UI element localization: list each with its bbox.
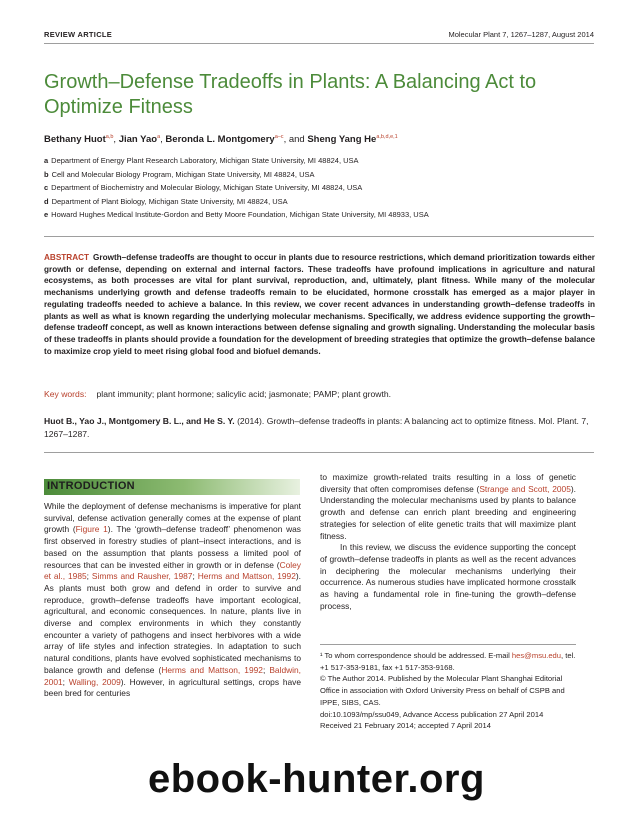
introduction-paragraph-2 — [320, 472, 576, 542]
divider-bottom — [44, 452, 594, 453]
correspondence-text: ¹ To whom correspondence should be addressed. E-mail — [320, 651, 512, 660]
affiliation-text: Department of Plant Biology, Michigan State University, MI 48824, USA — [51, 196, 288, 206]
body-text: ; — [62, 676, 69, 687]
citation-link[interactable]: Simms and Rausher, 1987 — [91, 571, 193, 582]
affiliation-item — [44, 154, 429, 168]
citation-link[interactable]: Baldwin, 2001 — [44, 664, 301, 687]
article-title: Growth–Defense Tradeoffs in Plants: A Balancing Act to Optimize Fitness — [44, 71, 537, 118]
section-heading-introduction — [44, 479, 300, 495]
affiliation-item — [44, 208, 429, 222]
body-text: ). However, in agricultural settings, crops have been bred for centuries — [44, 676, 301, 699]
running-header — [44, 28, 594, 44]
abstract-label: ABSTRACT — [44, 253, 90, 262]
affiliation-list — [44, 154, 429, 222]
keywords — [44, 389, 391, 399]
affiliation-item — [44, 195, 429, 209]
citation-link[interactable]: Coley et al., 1985 — [44, 559, 301, 582]
journal-citation: Molecular Plant 7, 1267–1287, August 2014 — [448, 30, 594, 39]
section-heading-text: INTRODUCTION — [47, 480, 135, 492]
citation-link[interactable]: Herms and Mattson, 1992 — [197, 571, 296, 582]
author-affil-mark: a,b — [105, 134, 114, 140]
divider-top — [44, 236, 594, 237]
abstract — [44, 252, 595, 357]
author-affil-mark: a,b,d,e,1 — [376, 134, 398, 140]
citation-link[interactable]: Herms and Mattson, 1992 — [161, 664, 263, 675]
citation-link[interactable]: Walling, 2009 — [68, 676, 121, 687]
footnotes — [320, 650, 576, 732]
affiliation-text: Cell and Molecular Biology Program, Michigan State University, MI 48824, USA — [51, 169, 315, 179]
abstract-text: Growth–defense tradeoffs are thought to occur in plants due to resource restrictions, which demand prioritization towards either growth or defense, depending on external and internal factors. These tradeoffs have profound implications in agriculture and natural ecosystems, as both processes are vital for plant survival, reproduction, and, ultimately, plant fitness. While many of the molecular mechanisms underlying growth and defense tradeoffs remain to be elucidated, hormone crosstalk has emerged as a major player in regulating tradeoffs needed to achieve a balance. In this review, we cover recent advances in understanding growth–defense tradeoffs in plants as well as what is known regarding the underlying molecular mechanisms. Specifically, we address evidence supporting the growth–defense tradeoff concept, as well as known interactions between defense signaling and growth signaling. Understanding the molecular basis of these tradeoffs in plants should provide a foundation for the development of breeding strategies that optimize the growth–defense balance to maximize crop yield to meet rising global food and biofuel demands. — [44, 253, 595, 356]
citation-link[interactable]: Figure 1 — [75, 524, 108, 535]
correspondence-note — [320, 650, 576, 673]
body-text: ). The ‘growth–defense tradeoff’ phenomenon was first observed in forestry studies of plant–insect interactions, and is based on the assumption that plants possess a limited pool of resources that can be invested either in growth or in defense ( — [44, 524, 301, 570]
affiliation-text: Howard Hughes Medical Institute-Gordon and Betty Moore Foundation, Michigan State University, MI 48933, USA — [51, 210, 429, 219]
body-text: ). As plants must both grow and defend in order to survive and reproduce, growth–defense tradeoffs have important ecological, agricultural, and economic consequences. In nature, plants live in diverse and complex environments in which they constantly encounter a variety of pathogens and insect herbivores with a wide array of life styles and infection strategies. In adaptation to such natural conditions, plants have evolved sophisticated mechanisms to balance growth and defense ( — [44, 571, 301, 675]
author-separator: , — [160, 134, 166, 146]
introduction-right-column — [320, 472, 576, 612]
affiliation-item — [44, 168, 429, 182]
body-text: ). Understanding the molecular mechanisms used by plants to balance growth and defense can enrich plant breeding and engineering strategies for selection of elite genetic traits that will maximize plant fitness. — [320, 483, 576, 541]
citation-link[interactable]: Strange and Scott, 2005 — [479, 483, 571, 494]
copyright-note: © The Author 2014. Published by the Molecular Plant Shanghai Editorial Office in association with Oxford University Press on behalf of CSPB and IPPE, SIBS, CAS. — [320, 674, 565, 707]
affiliation-letter: a — [44, 156, 49, 165]
how-to-cite — [44, 415, 595, 440]
author-list — [44, 134, 398, 145]
body-text: to maximize growth-related traits resulting in a loss of genetic diversity that often compromises defense ( — [320, 472, 576, 494]
body-text: ; — [86, 571, 92, 582]
email-link[interactable]: hes@msu.edu — [511, 651, 561, 660]
author-name: Jian Yao — [118, 134, 158, 146]
affiliation-letter: c — [44, 183, 49, 192]
doi-note: doi:10.1093/mp/ssu049, Advance Access publication 27 April 2014 — [320, 709, 544, 719]
affiliation-item — [44, 181, 429, 195]
author-affil-mark: a — [157, 134, 161, 140]
affiliation-letter: d — [44, 196, 49, 206]
affiliation-text: Department of Energy Plant Research Laboratory, Michigan State University, MI 48824, USA — [51, 156, 359, 165]
citation-rest: (2014). Growth–defense tradeoffs in plants: A balancing act to optimize fitness. Mol. Plant. 7, 1267–1287. — [44, 416, 589, 439]
watermark-logo: ebook-hunter.org — [148, 757, 485, 801]
footnote-divider — [320, 644, 576, 645]
affiliation-letter: e — [44, 210, 49, 219]
keywords-text: plant immunity; plant hormone; salicylic acid; jasmonate; PAMP; plant growth. — [96, 389, 392, 399]
author-affil-mark: a–c — [274, 134, 284, 140]
author-name: Bethany Huot — [44, 134, 106, 146]
citation-authors: Huot B., Yao J., Montgomery B. L., and He S. Y. — [44, 416, 235, 426]
body-text: While the deployment of defense mechanisms is imperative for plant survival, defense activation generally comes at the expense of plant growth ( — [44, 501, 301, 535]
introduction-paragraph-3: In this review, we discuss the evidence supporting the concept of growth–defense tradeoffs in plants as well as the recent advances in deciphering the molecular mechanisms underlying their occurrence. As numerous studies have implicated hormone crosstalk as having a fundamental role in fine-tuning the growth–defense process, — [320, 542, 576, 611]
keywords-label: Key words: — [44, 389, 87, 399]
body-text: ; — [192, 571, 198, 582]
body-text: ; — [262, 664, 270, 675]
author-separator: , and — [283, 134, 308, 146]
affiliation-text: Department of Biochemistry and Molecular Biology, Michigan State University, MI 48824, USA — [51, 183, 363, 192]
author-separator: , — [113, 134, 119, 146]
affiliation-letter: b — [44, 169, 49, 179]
received-note: Received 21 February 2014; accepted 7 April 2014 — [320, 721, 491, 731]
introduction-paragraph-1 — [44, 501, 301, 700]
correspondence-contact: , tel. +1 517-353-9181, fax +1 517-353-9168. — [320, 651, 576, 672]
author-name: Sheng Yang He — [307, 134, 377, 146]
author-name: Beronda L. Montgomery — [165, 134, 275, 146]
article-type-label: REVIEW ARTICLE — [44, 30, 113, 39]
